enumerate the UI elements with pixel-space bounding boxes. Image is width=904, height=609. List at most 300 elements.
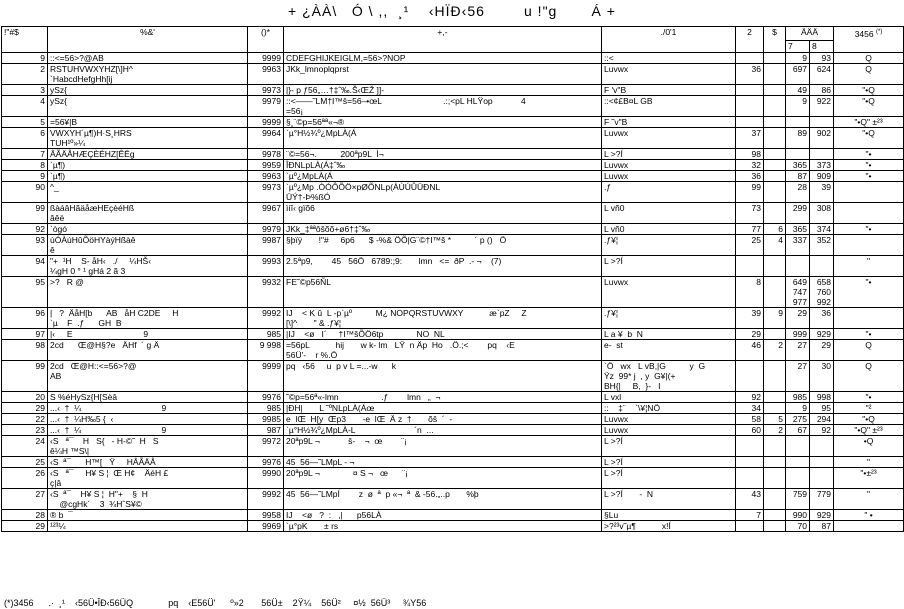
table-row [2,308,904,329]
cell-range-end: 929 [810,329,834,340]
cell-item-name: `µ¶) [48,160,248,171]
cell-item-source: Luvwx [602,425,736,436]
cell-item-description: JKk_‡ªªôšõõ+ø6†‡ˆ‰ [284,224,602,235]
cell-item-name: ßàáâHãäåæHEçèéHß âêë [48,203,248,224]
cell-item-description: `µ°H½¾º¿MpLÀ‐L ´n ... [284,425,602,436]
cell-count-b [764,510,786,521]
table-row [2,117,904,128]
table-row [2,425,904,436]
cell-item-source: L >?Í [602,457,736,468]
cell-range-end: 86 [810,85,834,96]
cell-item-name: S %éHySz{H[Sèâ [48,392,248,403]
cell-status-mark: " [834,256,904,277]
table-row [2,340,904,361]
cell-count-b: 4 [764,235,786,256]
cell-count-b: 5 [764,414,786,425]
cell-item-source: L >?Í [602,436,736,457]
cell-item-description: ˜©p=56ª«‐lmn .ƒ lmn „ ¬ [284,392,602,403]
cell-status-mark [834,203,904,224]
cell-item-code: 9987 [248,235,284,256]
cell-item-code: 9963 [248,171,284,182]
cell-row-number: 7 [2,149,48,160]
cell-range-start: 28 [786,182,810,203]
cell-count-a: 92 [736,392,764,403]
cell-range-start: 985 [786,392,810,403]
cell-range-start: 299 [786,203,810,224]
cell-row-number: 9 [2,53,48,64]
cell-range-start [786,457,810,468]
cell-range-start: 70 [786,521,810,532]
cell-row-number: 9 [2,171,48,182]
cell-row-number: 90 [2,182,48,203]
cell-range-start: 990 [786,510,810,521]
cell-item-code: 9972 [248,436,284,457]
cell-item-name: ...‹ † ¼ 9 [48,403,248,414]
cell-row-number: 4 [2,96,48,117]
cell-range-end: 902 [810,128,834,149]
cell-item-source: e‐ st [602,340,736,361]
header-col-0: !"#$ [2,27,48,53]
cell-count-a: 36 [736,171,764,182]
cell-item-name: ySz{ [48,85,248,96]
cell-item-name: ùÓÀúHûÕöHYàýHßàê ê [48,235,248,256]
header-col-8 [834,27,904,53]
cell-range-end: 36 [810,308,834,329]
cell-range-end: 29 [810,340,834,361]
table-row [2,96,904,117]
cell-row-number: 98 [2,340,48,361]
cell-count-a: 36 [736,64,764,85]
header-col-3: +,- [284,27,602,53]
cell-item-code: 9992 [248,308,284,329]
cell-item-source: F 'v"B [602,85,736,96]
document-title: + ¿ÀÀ\ Ó \ ,, ¸¹ ‹HÏÐ‹56 u !"g Á + [288,3,616,19]
cell-count-b [764,457,786,468]
header-col-8-label: 3456 [854,28,874,39]
cell-range-end: 658 760 992 [810,277,834,308]
header-col-4: ./0'1 [602,27,736,53]
cell-count-b: 2 [764,340,786,361]
table-row [2,203,904,224]
cell-count-b [764,392,786,403]
cell-range-start [786,468,810,489]
cell-status-mark [834,521,904,532]
cell-range-end: 352 [810,235,834,256]
table-row [2,510,904,521]
table-row [2,160,904,171]
cell-item-description: 20ªp9L ¬ ¤ S ¬ œ ¨¡ [284,468,602,489]
cell-item-code: 9979 [248,96,284,117]
cell-item-description: =56pL hij w k‐ lm LŸ n Äp Ho .Ö.;< pq ‹E 56Ü'‐ r %.Ö [284,340,602,361]
cell-row-number: 28 [2,510,48,521]
cell-status-mark: "•±²³ [834,468,904,489]
cell-range-end: 909 [810,171,834,182]
cell-item-code: 9999 [248,53,284,64]
cell-count-b: 6 [764,224,786,235]
cell-status-mark: "• [834,329,904,340]
cell-item-description: pq ‹56 u p v L =...‐w k [284,361,602,392]
cell-count-a [736,521,764,532]
cell-item-source: F ˜v"B [602,117,736,128]
cell-item-name: `ògó [48,224,248,235]
cell-range-start: 275 [786,414,810,425]
cell-item-code: 9964 [248,128,284,149]
cell-item-code: 9959 [248,160,284,171]
cell-count-b [764,256,786,277]
cell-range-start: 759 [786,489,810,510]
cell-item-code: 9 998 [248,340,284,361]
cell-item-name: `µ¶) [48,171,248,182]
cell-range-start: 999 [786,329,810,340]
cell-item-source: L vñ0 [602,203,736,224]
cell-item-description: 45 56—˜LMpÍ z ø ª p «¬ ª & ‐56.„..p %þ [284,489,602,510]
cell-range-end: 374 [810,224,834,235]
cell-status-mark: Q [834,53,904,64]
cell-item-code: 9985 [248,414,284,425]
cell-item-name: ...‹ † ¼H‰5 { ‹ [48,414,248,425]
cell-range-end [810,457,834,468]
cell-count-b: 9 [764,308,786,329]
cell-range-start: 365 [786,224,810,235]
table-row [2,53,904,64]
cell-item-name: ® b ¯ [48,510,248,521]
cell-item-code: 9958 [248,510,284,521]
cell-range-end [810,117,834,128]
cell-item-description: §¸¨©p=56ªª«¬® [284,117,602,128]
cell-item-description: JKk_lmnoplqprst [284,64,602,85]
cell-range-start: 49 [786,85,810,96]
cell-item-name: ‹S ª¯ H¥ S ¦ Œ H¢ ÄéH £ ç|â [48,468,248,489]
cell-status-mark [834,308,904,329]
cell-range-start: 89 [786,128,810,149]
cell-row-number: 20 [2,392,48,403]
cell-count-a: 77 [736,224,764,235]
cell-row-number: 97 [2,329,48,340]
cell-item-description: FE˜©p56ÑL [284,277,602,308]
cell-count-b [764,403,786,414]
cell-row-number: 96 [2,308,48,329]
cell-item-code: 9999 [248,117,284,128]
table-row [2,392,904,403]
cell-item-source: L >?Í ‐ N [602,489,736,510]
cell-count-a [736,53,764,64]
cell-range-start: 29 [786,308,810,329]
table-row [2,521,904,532]
cell-item-description: `µ°H½¾º¿MpLÀ(Á [284,128,602,149]
cell-count-b [764,96,786,117]
cell-item-description: IJ <ø ? : ,| p56LÀ [284,510,602,521]
cell-item-code: 9978 [248,149,284,160]
cell-item-source: Luvwx [602,171,736,182]
cell-count-b [764,64,786,85]
cell-row-number: 3 [2,85,48,96]
cell-item-code: 9973 [248,85,284,96]
cell-item-source: L >?Í [602,149,736,160]
cell-range-end: 92 [810,425,834,436]
cell-item-source: .ƒ¥¦ [602,235,736,256]
cell-item-name: ...‹ † ¼ 9 [48,425,248,436]
cell-item-description: ìíî‹ gïõ6 [284,203,602,224]
cell-status-mark: Q [834,340,904,361]
cell-count-a [736,96,764,117]
cell-item-code: 9969 [248,521,284,532]
cell-range-end: 30 [810,361,834,392]
cell-item-code: 9963 [248,64,284,85]
cell-count-b [764,160,786,171]
cell-count-b [764,117,786,128]
cell-range-end [810,256,834,277]
cell-range-end: 308 [810,203,834,224]
cell-item-code: 9993 [248,256,284,277]
cell-count-b [764,436,786,457]
cell-count-a: 39 [736,308,764,329]
cell-item-name: RSTUHVWXYHZ[\]H^ `HabcdHefgHh[ij [48,64,248,85]
cell-item-description: e lŒ H[y Œp3 ‐e lŒ Ä z † õš ´ ‐ [284,414,602,425]
cell-count-a: 37 [736,128,764,149]
cell-range-end [810,436,834,457]
cell-row-number: 8 [2,160,48,171]
cell-count-a: 43 [736,489,764,510]
cell-row-number: 29 [2,403,48,414]
cell-item-source: Luvwx [602,64,736,85]
cell-count-b [764,329,786,340]
cell-row-number: 6 [2,128,48,149]
header-col-7: ÄÄÄ [786,27,834,41]
cell-item-name: ySz{ [48,96,248,117]
cell-count-a [736,436,764,457]
cell-item-source: `Ö wx L vB,|G y G Ÿz 99* ј , y G¥|(+ BH{| B, }‐ I [602,361,736,392]
cell-row-number: 99 [2,203,48,224]
cell-item-code: 9992 [248,489,284,510]
cell-range-start [786,149,810,160]
table-row [2,329,904,340]
cell-item-source: ::<¢£B¤L GB [602,96,736,117]
cell-range-start: 27 [786,340,810,361]
cell-count-a: 34 [736,403,764,414]
cell-item-description: ¨©=56¬. 200ªp9L Ì¬ [284,149,602,160]
cell-item-description: `µº¿Mp .ÒÓÔÕÖ×pØÕNLp(ÀÙÚÛÜÐNL ÜÝ†‐Þ%ßÓ [284,182,602,203]
footnote: (*)3456 .· ¸¹ ‹56Ü•ÎÐ‹56ÜQ pq ‹E56Ü' º»2 56Ü± 2Ÿ¼ 56Ü² ¤½ 56Ü³ ¾Y56 [4,598,427,608]
cell-item-code: 9976 [248,392,284,403]
cell-status-mark: •Q [834,436,904,457]
cell-range-start [786,436,810,457]
cell-count-b [764,203,786,224]
cell-item-description: `µº¿MpLÀ(Á [284,171,602,182]
cell-item-description: |}‐ p ƒ56„…†‡ˆ‰.Š‹ŒŽ ]]‐ [284,85,602,96]
cell-count-a: 25 [736,235,764,256]
cell-item-source: L a ¥ b N [602,329,736,340]
cell-item-source: Luvwx [602,160,736,171]
table-body [2,53,904,532]
header-col-7b: 8 [810,41,834,53]
cell-item-name: ¹²³¼ [48,521,248,532]
cell-item-code: 985 [248,329,284,340]
cell-item-description: 20ªp9L ¬ š‐ ¬ œ ¨¡ [284,436,602,457]
cell-item-description: |ÐH| L ˜ºNLpLÀ(Áœ [284,403,602,414]
cell-item-name: ‹S ª¯ H¥ S ¦ H"+ § H @cgHk´ 3 ¾HˆS¥© [48,489,248,510]
cell-item-code: 9967 [248,203,284,224]
cell-count-b [764,171,786,182]
cell-status-mark: Q [834,361,904,392]
cell-count-a: 8 [736,277,764,308]
table-row [2,414,904,425]
cell-item-name: ÂÃÄÅHÆÇÈÉHZ[ÊËg [48,149,248,160]
table-row [2,457,904,468]
data-table [1,26,904,532]
cell-count-b [764,361,786,392]
cell-item-name: 2cd Œ@H§?e ÄHf ´ g Ä [48,340,248,361]
cell-item-source: L >?Í [602,468,736,489]
cell-range-start [786,117,810,128]
cell-count-b [764,489,786,510]
cell-status-mark: "• [834,224,904,235]
cell-range-end: 93 [810,53,834,64]
cell-status-mark: "• [834,392,904,403]
cell-status-mark [834,235,904,256]
cell-count-b: 2 [764,425,786,436]
cell-item-description: ÎÐNLpLÀ(Á‡ˆ‰ [284,160,602,171]
cell-range-end: 624 [810,64,834,85]
cell-item-description: 2.5ªp9, 45 56Ö 6789:;9: lmn <= ðP .‐ ¬ (7) [284,256,602,277]
cell-count-b [764,128,786,149]
cell-count-a [736,256,764,277]
cell-range-start: 9 [786,96,810,117]
cell-count-a: 46 [736,340,764,361]
cell-range-end: 39 [810,182,834,203]
cell-item-name: ^_ [48,182,248,203]
cell-item-code: 987 [248,425,284,436]
cell-item-name: |‹ E 9 [48,329,248,340]
cell-item-description: `µ°pK ± rs [284,521,602,532]
cell-status-mark: " [834,489,904,510]
cell-count-a [736,361,764,392]
cell-range-start: 67 [786,425,810,436]
cell-count-a: 32 [736,160,764,171]
cell-item-source: >?²³v˜µ¶ x!Í [602,521,736,532]
header-col-2: ()* [248,27,284,53]
cell-range-end [810,468,834,489]
cell-item-source: L >?Í [602,256,736,277]
cell-item-code: 9999 [248,361,284,392]
table-row [2,85,904,96]
cell-row-number: 27 [2,489,48,510]
cell-item-name: | ? ÄåH[b AB åH C2DE H `µ F .ƒ GH B [48,308,248,329]
cell-row-number: 24 [2,436,48,457]
cell-row-number: 94 [2,256,48,277]
cell-range-end: 95 [810,403,834,414]
cell-item-name: "+ ¹H S‐ åH‹ ./ ¼HŠ‹ ¼gH 0 ° ¹ gHá 2 ã 3 [48,256,248,277]
cell-item-code: 9973 [248,182,284,203]
cell-item-description: §þïÿ !"# 6p6 $ ‐%& ÖÕ|G¨©†I™š * ´ p () Ö [284,235,602,256]
cell-count-a: 29 [736,329,764,340]
cell-item-name: >? R @ [48,277,248,308]
cell-item-source: L vñ0 [602,224,736,235]
cell-count-b [764,53,786,64]
cell-range-end: 922 [810,96,834,117]
header-col-6: $ [764,27,786,53]
cell-status-mark: "•Q" ±²³ [834,425,904,436]
cell-item-source: :: ‡¨ `\¥¦NÖ [602,403,736,414]
cell-range-end: 998 [810,392,834,403]
cell-count-b [764,182,786,203]
cell-status-mark: "•Q [834,128,904,149]
table-row [2,149,904,160]
table-row [2,235,904,256]
cell-item-source: L vxl [602,392,736,403]
table-row [2,128,904,149]
cell-status-mark: "• [834,171,904,182]
cell-row-number: 2 [2,64,48,85]
cell-item-code: 9976 [248,457,284,468]
cell-range-start: 337 [786,235,810,256]
cell-status-mark: " [834,457,904,468]
header-col-1: %&' [48,27,248,53]
cell-row-number: 5 [2,117,48,128]
cell-row-number: 99 [2,361,48,392]
cell-status-mark [834,182,904,203]
cell-item-source: Luvwx [602,414,736,425]
cell-status-mark: "• [834,149,904,160]
cell-range-start [786,256,810,277]
cell-status-mark: "•Q [834,85,904,96]
cell-range-start: 9 [786,53,810,64]
table-row [2,468,904,489]
cell-range-end: 294 [810,414,834,425]
header-col-5: 2 [736,27,764,53]
cell-item-description: 45 56—˜LMpL ‐ ¬ [284,457,602,468]
cell-item-source: .ƒ [602,182,736,203]
cell-item-description: CDEFGHIJKEIGLM,=56>?NOP [284,53,602,64]
cell-count-b [764,85,786,96]
table-row [2,171,904,182]
cell-item-source: §Lu [602,510,736,521]
cell-item-name: ‹S ª¯ H S{ ‐ H‐©˜ H S ê¼H ™S\| [48,436,248,457]
table-row [2,277,904,308]
cell-count-b [764,277,786,308]
cell-item-code: 985 [248,403,284,414]
cell-range-end: 87 [810,521,834,532]
cell-count-b [764,468,786,489]
cell-range-end: 373 [810,160,834,171]
table-row [2,436,904,457]
cell-item-code: 9979 [248,224,284,235]
cell-range-end [810,149,834,160]
header-col-8-note: (*) [875,29,883,35]
table-row [2,64,904,85]
cell-row-number: 92 [2,224,48,235]
cell-status-mark: "•Q [834,96,904,117]
cell-range-start: 697 [786,64,810,85]
cell-count-a [736,85,764,96]
cell-count-a: 7 [736,510,764,521]
cell-row-number: 22 [2,414,48,425]
cell-count-a [736,457,764,468]
cell-count-a: 73 [736,203,764,224]
cell-count-b [764,521,786,532]
cell-range-start: 9 [786,403,810,414]
table-row [2,489,904,510]
cell-item-name: 2cd Œ@H::<=56>?@ AB [48,361,248,392]
cell-item-source: .ƒ¥¦ [602,308,736,329]
cell-item-source: Luvwx [602,277,736,308]
cell-count-a: 98 [736,149,764,160]
cell-row-number: 23 [2,425,48,436]
table-row [2,182,904,203]
table-row [2,224,904,235]
cell-range-end: 779 [810,489,834,510]
cell-range-start: 649 747 977 [786,277,810,308]
cell-row-number: 95 [2,277,48,308]
